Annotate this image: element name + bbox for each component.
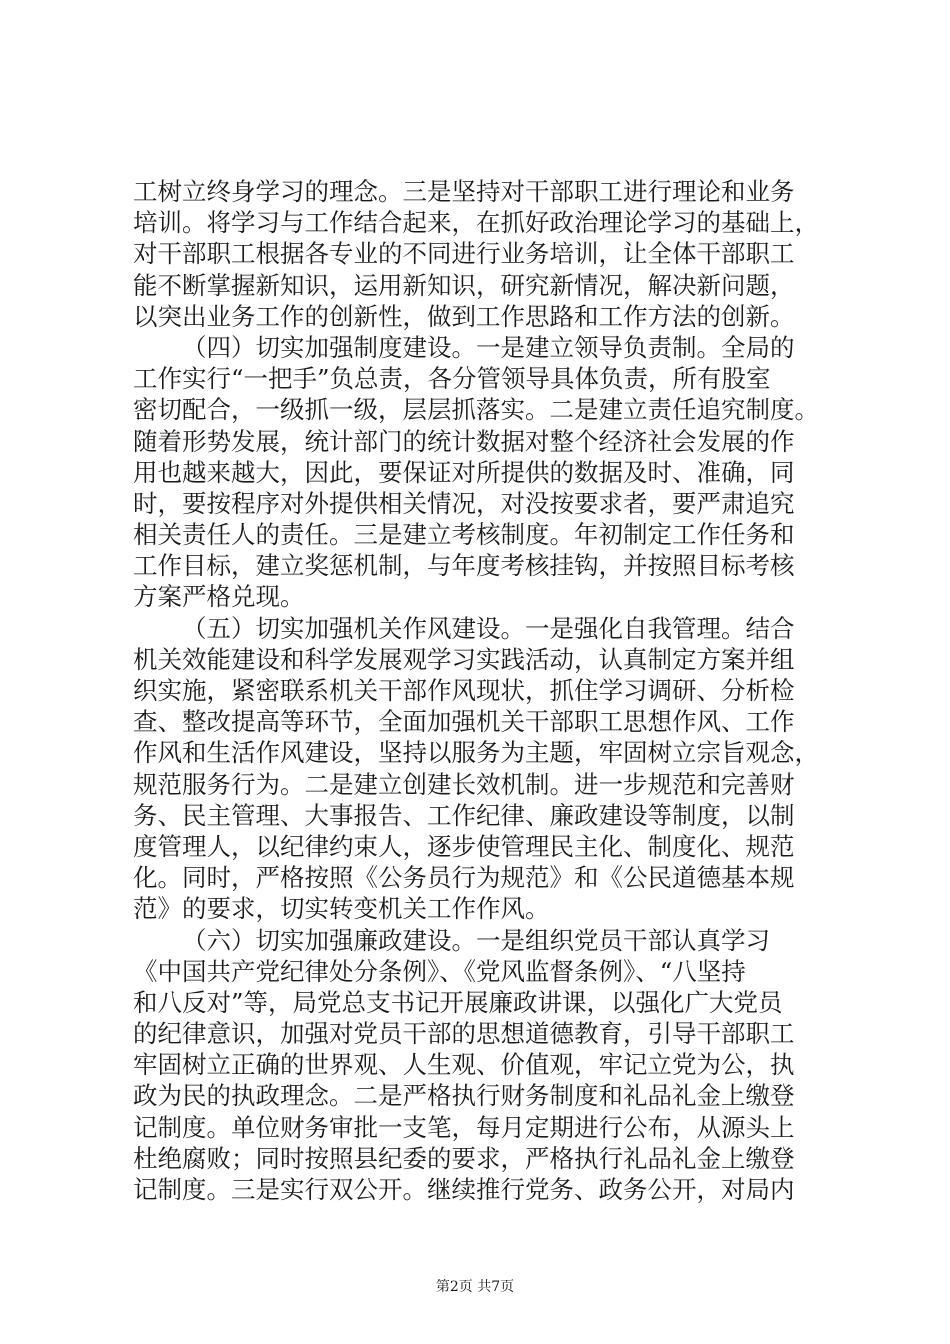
paragraph-start-line: （五）切实加强机关作风建设。一是强化自我管理。结合	[182, 613, 795, 643]
text-line: 时，要按程序对外提供相关情况，对没按要求者，要严肃追究	[133, 488, 795, 518]
paragraph-start-line: （六）切实加强廉政建设。一是组织党员干部认真学习	[182, 925, 770, 955]
text-line: 工作目标，建立奖惩机制，与年度考核挂钩，并按照目标考核	[133, 551, 795, 581]
text-line: 能不断掌握新知识，运用新知识，研究新情况，解决新问题，	[133, 270, 795, 300]
document-body	[133, 176, 833, 1205]
text-line: 随着形势发展，统计部门的统计数据对整个经济社会发展的作	[133, 426, 795, 456]
text-line: 相关责任人的责任。三是建立考核制度。年初制定工作任务和	[133, 520, 795, 550]
text-line: 方案严格兑现。	[133, 582, 305, 612]
text-line: 度管理人，以纪律约束人，逐步使管理民主化、制度化、规范	[133, 831, 795, 861]
text-line: 记制度。三是实行双公开。继续推行党务、政务公开，对局内	[133, 1175, 795, 1204]
paragraph-start-line: （四）切实加强制度建设。一是建立领导负责制。全局的	[182, 332, 795, 362]
text-line: 用也越来越大，因此，要保证对所提供的数据及时、准确，同	[133, 457, 795, 487]
text-line: 密切配合，一级抓一级，层层抓落实。二是建立责任追究制度。	[133, 395, 819, 425]
text-line: 化。同时，严格按照《公务员行为规范》和《公民道德基本规	[133, 863, 795, 893]
text-line: 工树立终身学习的理念。三是坚持对干部职工进行理论和业务	[133, 177, 795, 206]
text-line: 以突出业务工作的创新性，做到工作思路和工作方法的创新。	[133, 301, 795, 331]
text-line: 作风和生活作风建设，坚持以服务为主题，牢固树立宗旨观念，	[133, 738, 819, 768]
text-line: 记制度。单位财务审批一支笔，每月定期进行公布，从源头上	[133, 1112, 795, 1142]
text-line: 机关效能建设和科学发展观学习实践活动，认真制定方案并组	[133, 644, 795, 674]
text-line: 务、民主管理、大事报告、工作纪律、廉政建设等制度，以制	[133, 800, 795, 830]
text-line: 培训。将学习与工作结合起来，在抓好政治理论学习的基础上，	[133, 208, 819, 238]
text-line: 织实施，紧密联系机关干部作风现状，抓住学习调研、分析检	[133, 676, 795, 705]
text-line: 《中国共产党纪律处分条例》、《党风监督条例》、“八坚持	[133, 956, 746, 986]
text-line: 政为民的执政理念。二是严格执行财务制度和礼品礼金上缴登	[133, 1081, 795, 1111]
text-line: 规范服务行为。二是建立创建长效机制。进一步规范和完善财	[133, 769, 795, 799]
text-line: 杜绝腐败；同时按照县纪委的要求，严格执行礼品礼金上缴登	[133, 1143, 795, 1173]
text-line: 工作实行“一把手”负总责，各分管领导具体负责，所有股室	[133, 364, 771, 394]
text-line: 对干部职工根据各专业的不同进行业务培训，让全体干部职工	[133, 239, 795, 269]
text-line: 牢固树立正确的世界观、人生观、价值观，牢记立党为公，执	[133, 1050, 795, 1080]
text-line: 查、整改提高等环节，全面加强机关干部职工思想作风、工作	[133, 707, 795, 737]
page-number-footer: 第2页 共7页	[435, 1279, 515, 1295]
text-line: 的纪律意识，加强对党员干部的思想道德教育，引导干部职工	[133, 1019, 795, 1049]
text-line: 和八反对”等，局党总支书记开展廉政讲课，以强化广大党员	[133, 987, 783, 1017]
text-line: 范》的要求，切实转变机关工作作风。	[133, 894, 550, 924]
